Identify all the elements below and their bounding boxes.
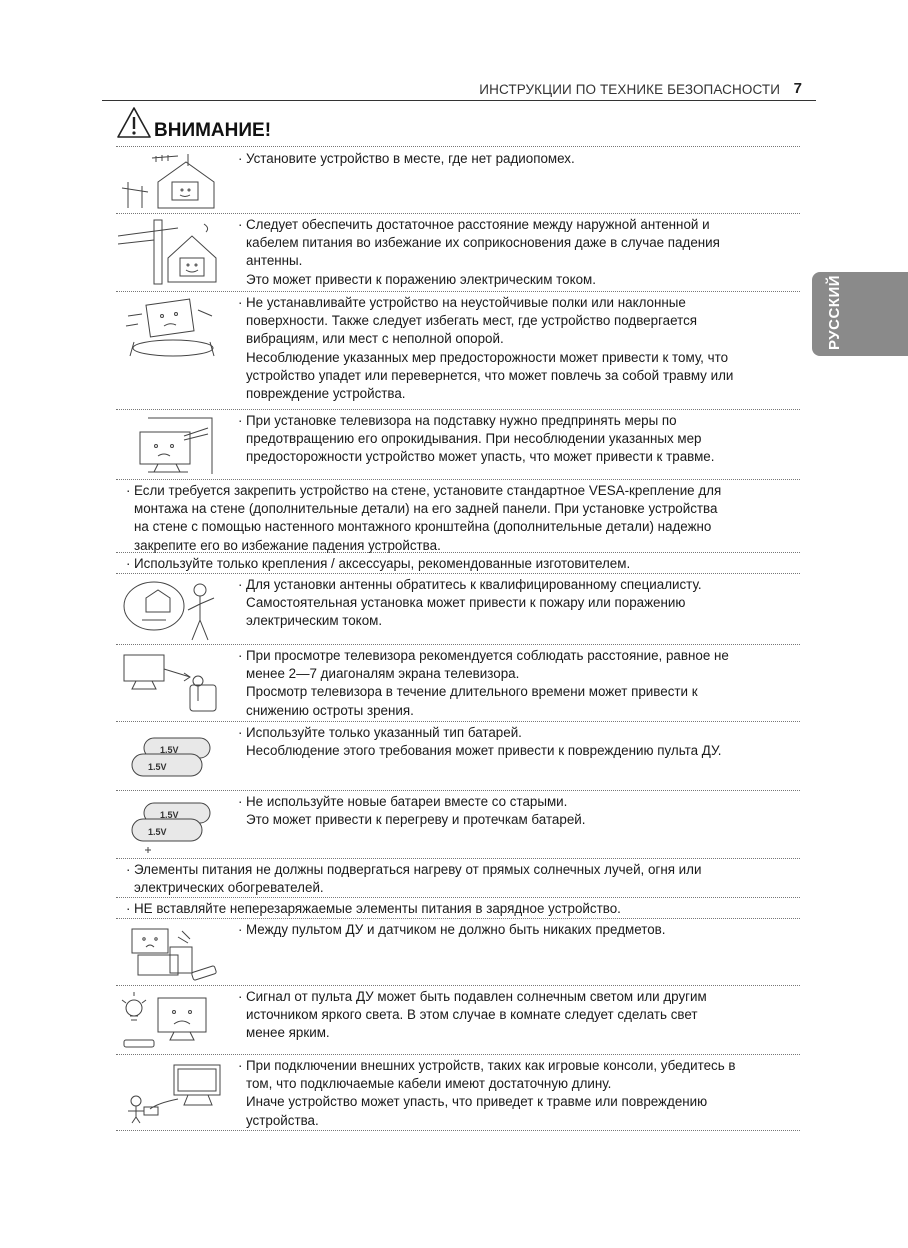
- battery-label: 1.5V: [148, 827, 167, 837]
- text-line: повреждение устройства.: [246, 386, 406, 402]
- safety-item: [116, 148, 800, 214]
- language-tab[interactable]: [812, 272, 908, 356]
- text-line: антенны.: [246, 253, 303, 269]
- text-line: устройства.: [246, 1112, 319, 1128]
- safety-item: [116, 292, 800, 410]
- text-line: Просмотр телевизора в течение длительного времени может привести к: [246, 684, 698, 700]
- text-line: · Для установки антенны обратитесь к квалифицированному специалисту.: [246, 576, 800, 594]
- text-line: · При просмотре телевизора рекомендуется соблюдать расстояние, равное не: [246, 647, 800, 665]
- item-text: [246, 724, 800, 760]
- remote-obstacle-illustration: [118, 923, 228, 983]
- text-line: · Не устанавливайте устройство на неустойчивые полки или наклонные: [246, 294, 800, 312]
- battery-icon: [118, 726, 228, 786]
- item-text: [246, 576, 800, 631]
- text-line: снижению остроты зрения.: [246, 702, 414, 718]
- tv-stand-illustration: [118, 414, 228, 476]
- text-line: закрепите его во избежание падения устройства.: [134, 537, 441, 553]
- item-text: [246, 150, 800, 168]
- bright-light-illustration: [118, 990, 228, 1052]
- battery-icon: [118, 795, 228, 855]
- text-line: · Установите устройство в месте, где нет радиопомех.: [246, 150, 800, 168]
- item-text: [134, 900, 800, 918]
- text-line: · При установке телевизора на подставку нужно предпринять меры по: [246, 412, 800, 430]
- text-line: том, что подключаемые кабели имеют достаточную длину.: [246, 1076, 612, 1092]
- item-text: [134, 482, 800, 555]
- safety-item: [116, 722, 800, 791]
- text-line: · Используйте только указанный тип батарей.: [246, 724, 800, 742]
- battery-label: 1.5V: [160, 810, 179, 820]
- viewing-distance-illustration: [118, 649, 228, 715]
- item-text: [246, 412, 800, 467]
- text-line: · Используйте только крепления / аксессуары, рекомендованные изготовителем.: [134, 555, 800, 573]
- text-line: Иначе устройство может упасть, что приведет к травме или повреждению: [246, 1094, 708, 1110]
- safety-item: [116, 574, 800, 645]
- text-line: кабелем питания во избежание их соприкосновения даже в случае падения: [246, 235, 720, 251]
- safety-item: [116, 859, 800, 898]
- item-text: [246, 988, 800, 1043]
- safety-item: [116, 1055, 800, 1131]
- unstable-tv-illustration: [118, 296, 228, 366]
- text-line: · При подключении внешних устройств, таких как игровые консоли, убедитесь в: [246, 1057, 800, 1075]
- header-title: ИНСТРУКЦИИ ПО ТЕХНИКЕ БЕЗОПАСНОСТИ: [479, 82, 780, 97]
- safety-item: [116, 898, 800, 919]
- text-line: менее ярким.: [246, 1025, 330, 1041]
- text-line: · Элементы питания не должны подвергаться нагреву от прямых солнечных лучей, огня или: [134, 861, 800, 879]
- text-line: электрических обогревателей.: [134, 880, 324, 896]
- text-line: Несоблюдение этого требования может привести к повреждению пульта ДУ.: [246, 743, 722, 759]
- item-text: [246, 921, 800, 939]
- text-line: предосторожности устройство может упасть, что может привести к травме.: [246, 449, 715, 465]
- text-line: Это может привести к поражению электрическим током.: [246, 271, 596, 287]
- text-line: · Не используйте новые батареи вместе со старыми.: [246, 793, 800, 811]
- safety-item: [116, 986, 800, 1055]
- technician-illustration: [118, 578, 228, 642]
- item-text: [134, 555, 800, 573]
- text-line: · Следует обеспечить достаточное расстояние между наружной антенной и: [246, 216, 800, 234]
- antenna-cable-illustration: [118, 218, 228, 288]
- safety-item: [116, 214, 800, 292]
- text-line: Самостоятельная установка может привести к пожару или поражению: [246, 595, 686, 611]
- text-line: · Сигнал от пульта ДУ может быть подавлен солнечным светом или другим: [246, 988, 800, 1006]
- text-line: Несоблюдение указанных мер предосторожности может привести к тому, что: [246, 349, 729, 365]
- item-text: [246, 294, 800, 403]
- battery-label: 1.5V: [160, 745, 179, 755]
- text-line: вибрациям, или мест с неполной опорой.: [246, 331, 504, 347]
- page-header: [102, 78, 816, 101]
- item-text: [246, 216, 800, 289]
- safety-item: [116, 791, 800, 859]
- safety-item: [116, 553, 800, 574]
- text-line: · Между пультом ДУ и датчиком не должно быть никаких предметов.: [246, 921, 800, 939]
- safety-item: [116, 919, 800, 986]
- text-line: на стене с помощью настенного монтажного кронштейна (дополнительные детали) надежно: [134, 519, 712, 535]
- warning-triangle-icon: [116, 106, 152, 140]
- page-number: 7: [793, 80, 802, 97]
- text-line: поверхности. Также следует избегать мест, где устройство подвергается: [246, 313, 698, 329]
- safety-item: [116, 645, 800, 722]
- safety-item: [116, 480, 800, 553]
- warning-heading: [116, 106, 800, 147]
- text-line: · Если требуется закрепить устройство на стене, установите стандартное VESA-крепление для: [134, 482, 800, 500]
- text-line: монтажа на стене (дополнительные детали) на его задней панели. При установке устройства: [134, 501, 718, 517]
- cable-length-illustration: [118, 1059, 228, 1127]
- text-line: · НЕ вставляйте неперезаряжаемые элементы питания в зарядное устройство.: [134, 900, 800, 918]
- item-text: [134, 861, 800, 897]
- language-tab-label: РУССКИЙ: [826, 274, 843, 350]
- text-line: источником яркого света. В этом случае в комнате следует сделать свет: [246, 1007, 698, 1023]
- text-line: электрическим током.: [246, 613, 383, 629]
- item-text: [246, 647, 800, 720]
- house-antenna-illustration: [118, 152, 228, 212]
- text-line: предотвращению его опрокидывания. При несоблюдении указанных мер: [246, 431, 702, 447]
- text-line: Это может привести к перегреву и протечкам батарей.: [246, 812, 586, 828]
- text-line: менее 2—7 диагоналям экрана телевизора.: [246, 666, 520, 682]
- battery-label: 1.5V: [148, 762, 167, 772]
- item-text: [246, 793, 800, 829]
- text-line: устройство упадет или перевернется, что может повлечь за собой травму или: [246, 367, 734, 383]
- item-text: [246, 1057, 800, 1130]
- warning-title: ВНИМАНИЕ!: [154, 120, 272, 141]
- safety-item: [116, 410, 800, 480]
